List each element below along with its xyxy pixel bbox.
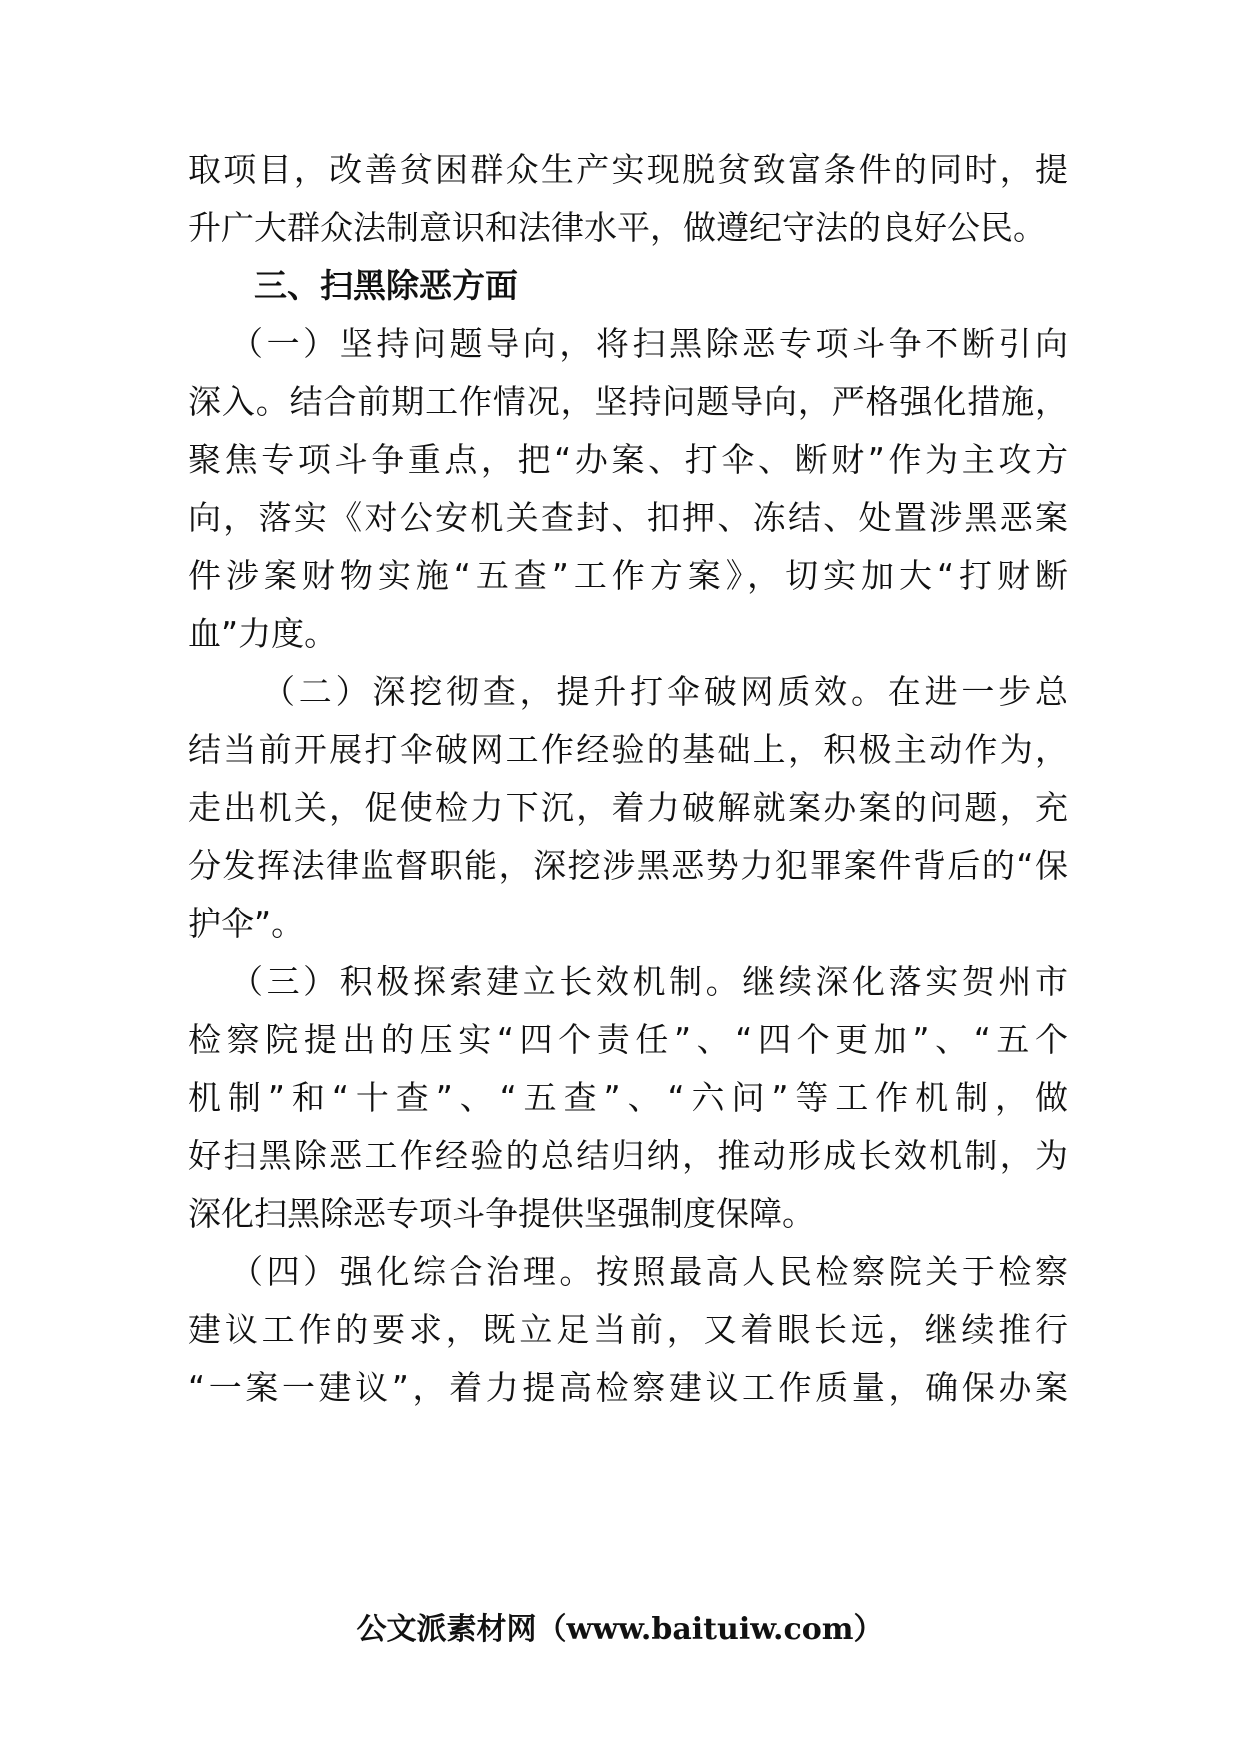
paragraph-1-line: 血”力度。 — [188, 614, 338, 653]
footer-watermark: 公文派素材网（www.baituiw.com） — [356, 1612, 884, 1647]
paragraph-2-line: 分发挥法律监督职能，深挖涉黑恶势力犯罪案件背后的“保 — [188, 846, 1068, 885]
paragraph-1-line: 向，落实《对公安机关查封、扣押、冻结、处置涉黑恶案 — [188, 498, 1068, 537]
paragraph-4-line: （四）强化综合治理。按照最高人民检察院关于检察 — [230, 1252, 1068, 1291]
paragraph-2-line: （二）深挖彻查，提升打伞破网质效。在进一步总 — [262, 672, 1068, 711]
paragraph-2-line: 结当前开展打伞破网工作经验的基础上，积极主动作为， — [188, 730, 1068, 769]
paragraph-3-line: 好扫黑除恶工作经验的总结归纳，推动形成长效机制，为 — [188, 1136, 1068, 1175]
paragraph-1-line: （一）坚持问题导向，将扫黑除恶专项斗争不断引向 — [230, 324, 1068, 363]
paragraph-4-line: 建议工作的要求，既立足当前，又着眼长远，继续推行 — [188, 1310, 1068, 1349]
body-line: 升广大群众法制意识和法律水平，做遵纪守法的良好公民。 — [188, 208, 1046, 247]
paragraph-3-line: （三）积极探索建立长效机制。继续深化落实贺州市 — [230, 962, 1068, 1001]
paragraph-1-line: 聚焦专项斗争重点，把“办案、打伞、断财”作为主攻方 — [188, 440, 1068, 479]
paragraph-1-line: 件涉案财物实施“五查”工作方案》，切实加大“打财断 — [188, 556, 1068, 595]
paragraph-4-line: “一案一建议”，着力提高检察建议工作质量，确保办案 — [188, 1368, 1068, 1407]
paragraph-2-line: 护伞”。 — [188, 904, 305, 943]
paragraph-3-line: 检察院提出的压实“四个责任”、“四个更加”、“五个 — [188, 1020, 1068, 1059]
body-line: 取项目，改善贫困群众生产实现脱贫致富条件的同时，提 — [188, 150, 1068, 189]
paragraph-3-line: 机制”和“十查”、“五查”、“六问”等工作机制，做 — [188, 1078, 1068, 1117]
paragraph-1-line: 深入。结合前期工作情况，坚持问题导向，严格强化措施， — [188, 382, 1068, 421]
section-heading: 三、扫黑除恶方面 — [254, 266, 518, 305]
paragraph-2-line: 走出机关，促使检力下沉，着力破解就案办案的问题，充 — [188, 788, 1068, 827]
paragraph-3-line: 深化扫黑除恶专项斗争提供坚强制度保障。 — [188, 1194, 815, 1233]
